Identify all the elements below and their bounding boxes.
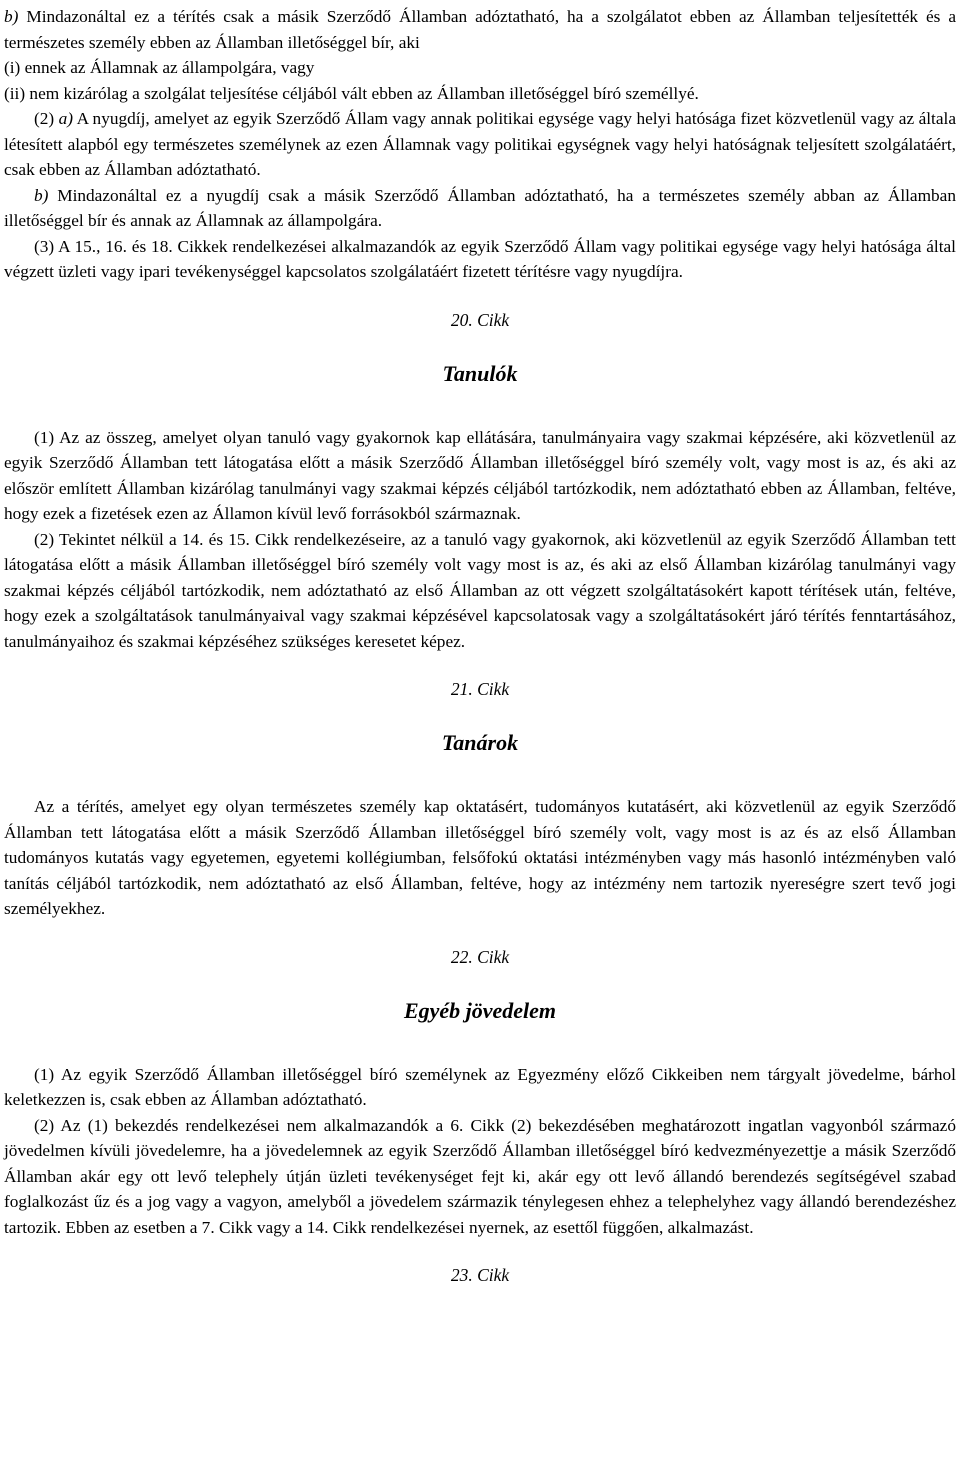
paragraph-2b-text: Mindazonáltal ez a nyugdíj csak a másik Szerződő Államban adóztatható, ha a természetes személy abban az Államban illetőséggel bír és annak az Államnak az állampolgára.	[4, 185, 956, 230]
document-page	[4, 4, 956, 1288]
paragraph-b	[4, 4, 956, 55]
item-label-a: a)	[58, 109, 74, 128]
item-ii: (ii) nem kizárólag a szolgálat teljesítése céljából vált ebben az Államban illetőséggel bíró személlyé.	[4, 83, 699, 103]
article-22-paragraph-2: (2) Az (1) bekezdés rendelkezései nem alkalmazandók a 6. Cikk (2) bekezdésében meghatározott ingatlan vagyonból származó jövedelmen kívüli jövedelemre, ha a jövedelemnek az egyik Szerződő Államban illetőséggel bíró kedvezményezettje a másik Szerződő Államban akár egy ott levő telephely útján üzleti tevékenységet fejt ki, akár egy ott levő állandó berendezés segítségével szabad foglalkozást űz és a jog vagy a vagyon, amelyből a jövedelem származik ténylegesen ehhez a telephelyhez vagy állandó berendezéshez tartozik. Ebben az esetben a 7. Cikk vagy a 14. Cikk rendelkezései nyernek, az esettől függően, alkalmazást.	[4, 1115, 956, 1237]
article-21-title: Tanárok	[441, 730, 519, 755]
article-20-paragraph-2: (2) Tekintet nélkül a 14. és 15. Cikk rendelkezéseire, az a tanuló vagy gyakornok, aki közvetlenül az egyik Szerződő Államban tett látogatása előtt a másik Államban illetőséggel bíró személy volt vagy most is az, és aki az első Államban kizárólag tanulmányi vagy szakmai képzés céljából tartózkodik, nem adóztatható az első Államban az ott végzett szolgáltatásokért kapott térítések után, feltéve, hogy ezek a szolgáltatások tanulmányaival vagy szakmai képzésével kapcsolatosak vagy a szolgáltatásokért járó térítés fenntartásához, tanulmányaihoz és szakmai képzéséhez szükséges keresetet képez.	[4, 529, 956, 651]
article-20-paragraph-1: (1) Az az összeg, amelyet olyan tanuló vagy gyakornok kap ellátására, tanulmányaira vagy szakmai képzésére, aki közvetlenül az egyik Szerződő Államban tett látogatása előtt a másik Szerződő Államban illetőséggel bíró személy volt, vagy most is az, és aki az először említett Államban kizárólag tanulmányi vagy szakmai képzés céljából tartózkodik, nem adóztatható ebben az Államban, feltéve, hogy ezek a fizetések ezen az Államon kívül levő forrásokból származnak.	[4, 427, 956, 523]
item-label-2b: b)	[34, 185, 49, 205]
article-20-title: Tanulók	[442, 360, 518, 386]
paragraph-2b	[4, 183, 956, 234]
item-i: (i) ennek az Államnak az állampolgára, vagy	[4, 58, 315, 77]
paragraph-2-number: (2)	[34, 109, 55, 128]
article-23-number: 23. Cikk	[450, 1265, 510, 1285]
article-21-paragraph-1: Az a térítés, amelyet egy olyan természetes személy kap oktatásért, tudományos kutatásért, aki közvetlenül az egyik Szerződő Államban tett látogatása előtt a másik Szerződő Államban illetőséggel bíró személy volt, vagy most is az és az első Államban tudományos kutatás vagy egyetemen, egyetemi kollégiumban, felsőfokú oktatási intézményben vagy más hasonló intézményben való tanítás céljából tartózkodik, nem adóztatható az első Államban, feltéve, hogy az intézmény nem tartozik nyereségre szert tevő jogi személyekhez.	[4, 797, 956, 918]
paragraph-2	[4, 106, 956, 183]
article-22-title: Egyéb jövedelem	[403, 997, 557, 1023]
article-20-number: 20. Cikk	[450, 309, 510, 330]
paragraph-3: (3) A 15., 16. és 18. Cikkek rendelkezései alkalmazandók az egyik Szerződő Állam vagy politikai egysége vagy helyi hatósága által végzett üzleti vagy ipari tevékenységgel kapcsolatos szolgálatáért fizetett térítésre vagy nyugdíjra.	[4, 236, 956, 281]
paragraph-b-text: Mindazonáltal ez a térítés csak a másik Szerződő Államban adóztatható, ha a szolgálatot ebben az Államban teljesítették és a természetes személy ebben az Államban illetőséggel bír, aki	[4, 7, 956, 52]
paragraph-2-text: A nyugdíj, amelyet az egyik Szerződő Állam vagy annak politikai egysége vagy helyi hatósága fizet közvetlenül vagy az általa létesített alapból egy természetes személynek az ezen Államnak vagy politikai egységnek vagy helyi hatóságnak teljesített szolgálatáért, csak ebben az Államban adóztatható.	[4, 109, 956, 179]
article-21-number: 21. Cikk	[450, 679, 510, 699]
item-label-b: b)	[4, 7, 19, 26]
article-22-paragraph-1: (1) Az egyik Szerződő Államban illetőséggel bíró személynek az Egyezmény előző Cikkeiben nem tárgyalt jövedelme, bárhol keletkezzen is, csak ebben az Államban adóztatható.	[4, 1064, 956, 1109]
article-22-number: 22. Cikk	[450, 946, 510, 967]
